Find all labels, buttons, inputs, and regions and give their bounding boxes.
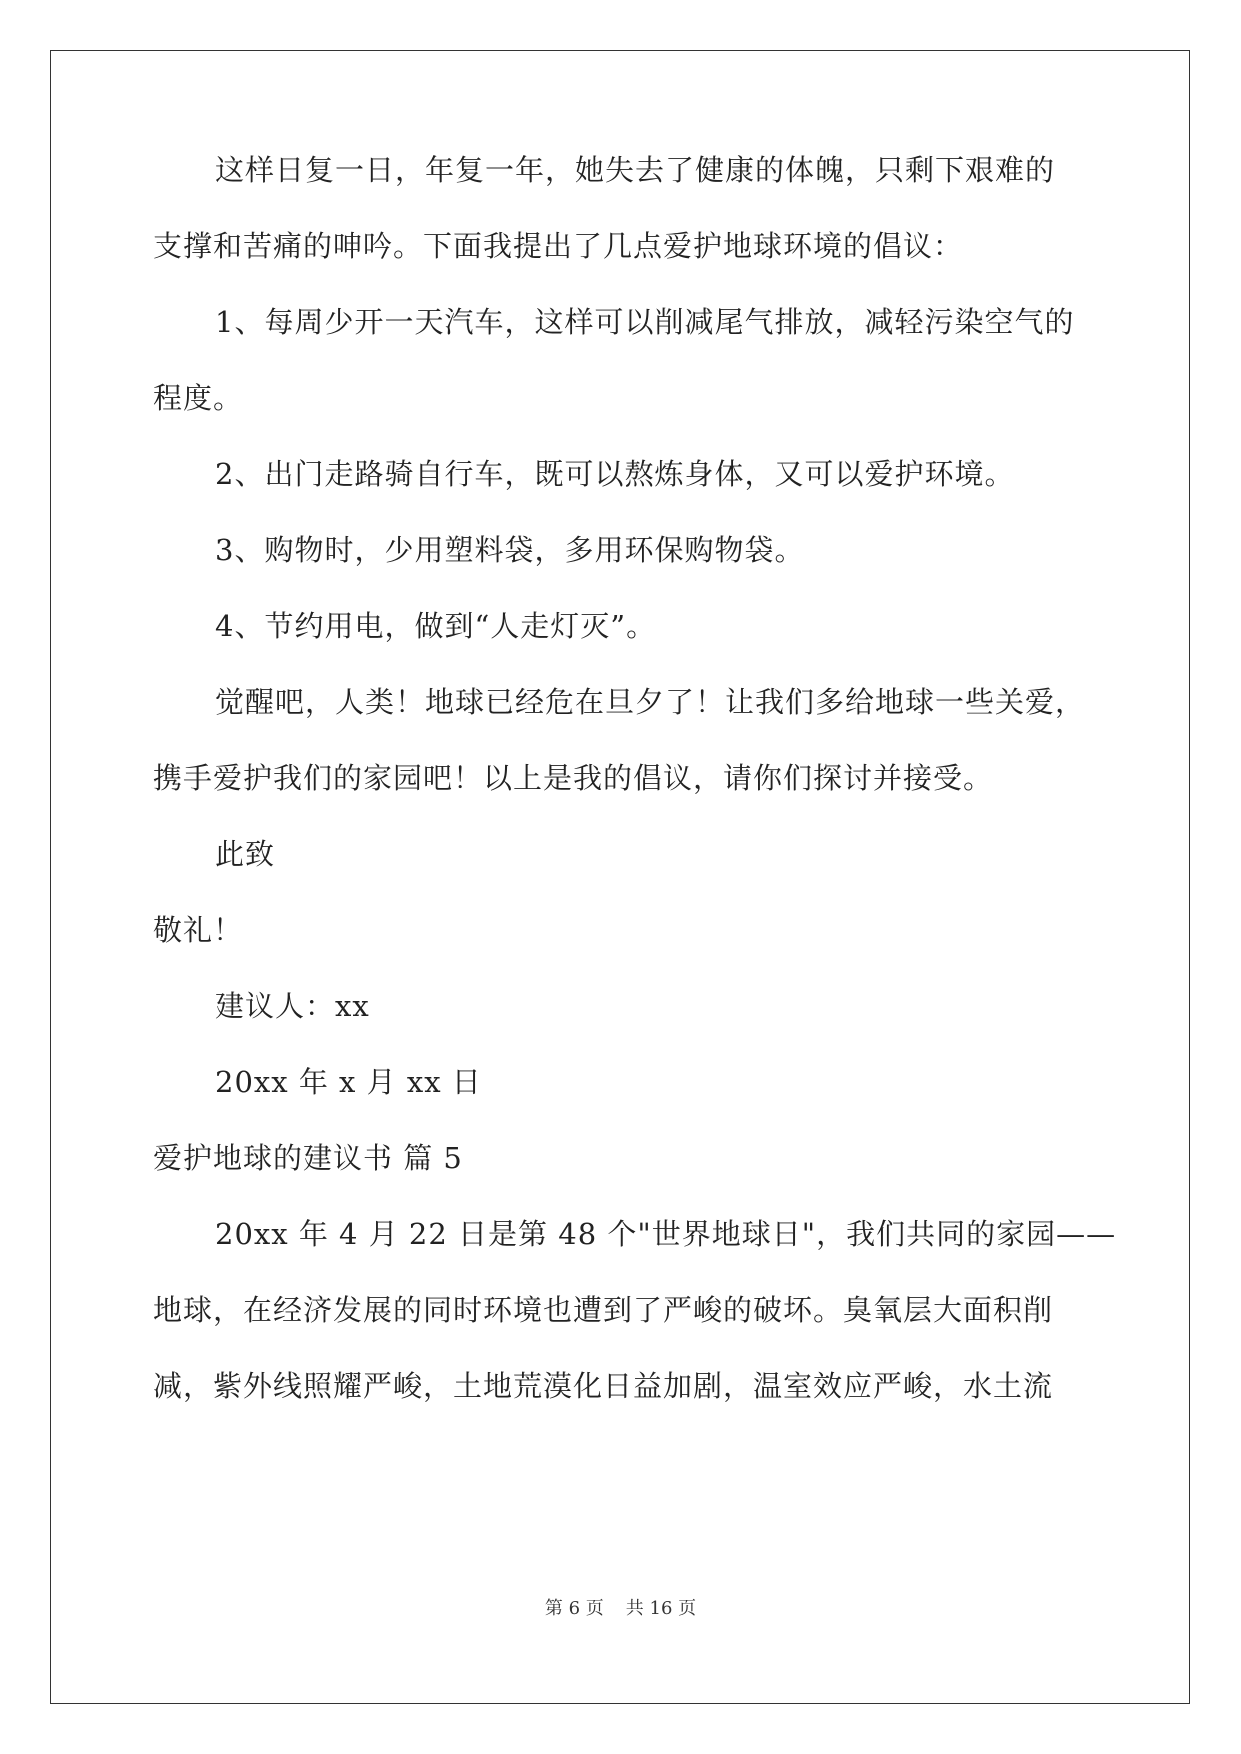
paragraph-line: 程度。 <box>153 381 244 415</box>
list-item-1: 1、每周少开一天汽车，这样可以削减尾气排放，减轻污染空气的 <box>215 305 1075 339</box>
signature-line: 建议人：xx <box>215 989 370 1023</box>
section-heading: 爱护地球的建议书 篇 5 <box>153 1141 463 1175</box>
paragraph-line: 地球，在经济发展的同时环境也遭到了严峻的破坏。臭氧层大面积削 <box>153 1293 1054 1327</box>
list-item-2: 2、出门走路骑自行车，既可以熬炼身体，又可以爱护环境。 <box>215 457 1015 491</box>
page-number: 第 6 页 <box>544 1598 604 1619</box>
list-item-4: 4、节约用电，做到“人走灯灭”。 <box>215 609 657 643</box>
page-border <box>50 50 1190 1704</box>
page-footer <box>0 1597 1241 1621</box>
salutation-line: 敬礼！ <box>153 913 244 947</box>
closing-line: 此致 <box>215 837 276 871</box>
list-item-3: 3、购物时，少用塑料袋，多用环保购物袋。 <box>215 533 805 567</box>
date-line: 20xx 年 x 月 xx 日 <box>215 1065 482 1099</box>
page-total: 共 16 页 <box>625 1598 697 1619</box>
paragraph-line: 减，紫外线照耀严峻，土地荒漠化日益加剧，温室效应严峻，水土流 <box>153 1369 1054 1403</box>
paragraph-line: 携手爱护我们的家园吧！以上是我的倡议，请你们探讨并接受。 <box>153 761 994 795</box>
paragraph-line: 20xx 年 4 月 22 日是第 48 个"世界地球日"，我们共同的家园—— <box>215 1217 1117 1251</box>
paragraph-line: 支撑和苦痛的呻吟。下面我提出了几点爱护地球环境的倡议： <box>153 229 964 263</box>
paragraph-line: 这样日复一日，年复一年，她失去了健康的体魄，只剩下艰难的 <box>215 153 1056 187</box>
paragraph-line: 觉醒吧，人类！地球已经危在旦夕了！让我们多给地球一些关爱， <box>215 685 1086 719</box>
